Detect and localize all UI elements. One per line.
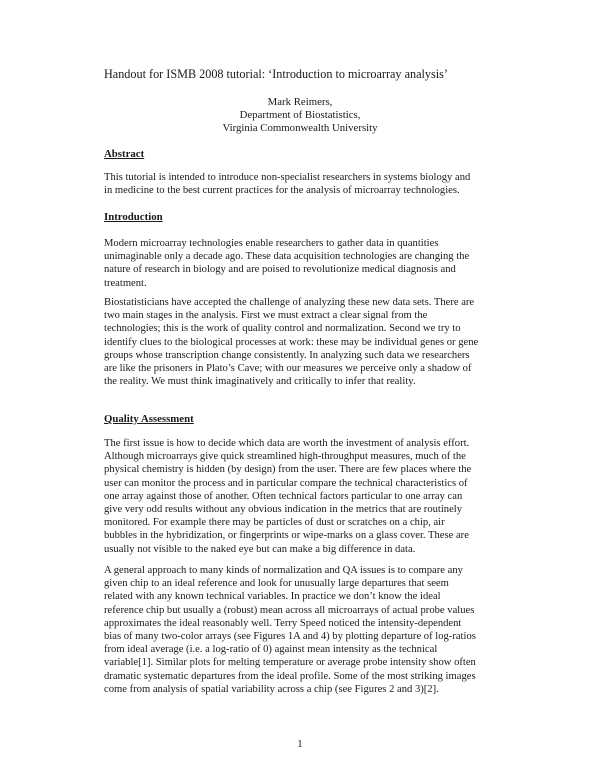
text-line: Although microarrays give quick streamlined high-throughput measures, much of the bbox=[104, 451, 466, 463]
text-line: give very odd results without any obvious indication in the metrics that are routinely bbox=[104, 504, 463, 516]
text-line: approximates the ideal reasonably well. Terry Speed noticed the intensity-dependent bbox=[104, 617, 462, 629]
author-department: Department of Biostatistics, bbox=[239, 109, 361, 121]
text-line: identify clues to the biological processes at work: these may be individual genes or gene bbox=[104, 336, 479, 348]
text-line: nature of research in biology and are poised to revolutionize medical diagnosis and bbox=[104, 264, 456, 276]
text-line: the reality. We must think imaginatively and critically to infer that reality. bbox=[104, 376, 416, 388]
text-line: groups whose transcription change consistently. In analyzing such data we researchers bbox=[104, 349, 470, 361]
text-line: from ideal average (i.e. a log-ratio of 0) against mean intensity as the technical bbox=[104, 644, 438, 656]
text-line: Modern microarray technologies enable researchers to gather data in quantities bbox=[104, 238, 439, 249]
text-line: variable[1]. Similar plots for melting temperature or average probe intensity show often bbox=[104, 657, 476, 669]
text-line: treatment. bbox=[104, 277, 147, 289]
text-line: related with any known technical variables. In practice we don’t know the ideal bbox=[104, 591, 441, 603]
quality-assessment-heading: Quality Assessment bbox=[104, 413, 194, 425]
text-line: Biostatisticians have accepted the challenge of analyzing these new data sets. There are bbox=[104, 297, 475, 308]
text-line: given chip to an ideal reference and look for unusually large departures that seem bbox=[104, 578, 449, 590]
text-line: This tutorial is intended to introduce non-specialist researchers in systems biology and bbox=[104, 172, 471, 183]
page-number: 1 bbox=[297, 738, 303, 750]
text-line: The first issue is how to decide which data are worth the investment of analysis effort. bbox=[104, 438, 470, 449]
text-line: unimaginable only a decade ago. These data acquisition technologies are changing the bbox=[104, 251, 470, 263]
quality-paragraph-1 bbox=[104, 437, 496, 556]
author-block bbox=[0, 96, 600, 135]
text-line: one array against those of another. Often technical factors particular to one array can bbox=[104, 490, 463, 502]
text-line: technologies; this is the work of quality control and normalization. Second we try to bbox=[104, 323, 461, 335]
introduction-heading: Introduction bbox=[104, 211, 163, 223]
text-line: reference chip but usually a (robust) mean across all microarrays of actual probe values bbox=[104, 604, 475, 616]
introduction-paragraph-1 bbox=[104, 237, 496, 290]
text-line: user can monitor the process and in particular compare the technical characteristics of bbox=[104, 477, 468, 489]
text-line: come from analysis of spatial variability across a chip (see Figures 2 and 3)[2]. bbox=[104, 683, 439, 695]
text-line: dramatic systematic departures from the ideal profile. Some of the most striking images bbox=[104, 670, 476, 682]
text-line: monitored. For example there may be particles of dust or scratches on a chip, air bbox=[104, 517, 445, 529]
text-line: A general approach to many kinds of normalization and QA issues is to compare any bbox=[104, 565, 463, 576]
abstract-paragraph bbox=[104, 171, 496, 197]
document-title: Handout for ISMB 2008 tutorial: ‘Introduction to microarray analysis’ bbox=[104, 67, 448, 81]
introduction-paragraph-2 bbox=[104, 296, 496, 388]
text-line: bias of many two-color arrays (see Figures 1A and 4) by plotting departure of log-ratios bbox=[104, 631, 476, 643]
author-university: Virginia Commonwealth University bbox=[222, 122, 378, 134]
text-line: usually not visible to the naked eye but can make a big difference in data. bbox=[104, 543, 416, 555]
text-line: in medicine to the best current practices for the analysis of microarray technologies. bbox=[104, 185, 460, 197]
quality-paragraph-2 bbox=[104, 564, 496, 696]
text-line: are like the prisoners in Plato’s Cave; with our measures we perceive only a shadow of bbox=[104, 363, 472, 375]
text-line: two main stages in the analysis. First we must extract a clear signal from the bbox=[104, 310, 428, 322]
text-line: physical chemistry is hidden (by design) from the user. There are few places where the bbox=[104, 464, 472, 476]
author-name: Mark Reimers, bbox=[267, 96, 333, 108]
text-line: bubbles in the hybridization, or fingerprints or wipe-marks on a glass cover. These are bbox=[104, 530, 469, 542]
abstract-heading: Abstract bbox=[104, 148, 145, 160]
